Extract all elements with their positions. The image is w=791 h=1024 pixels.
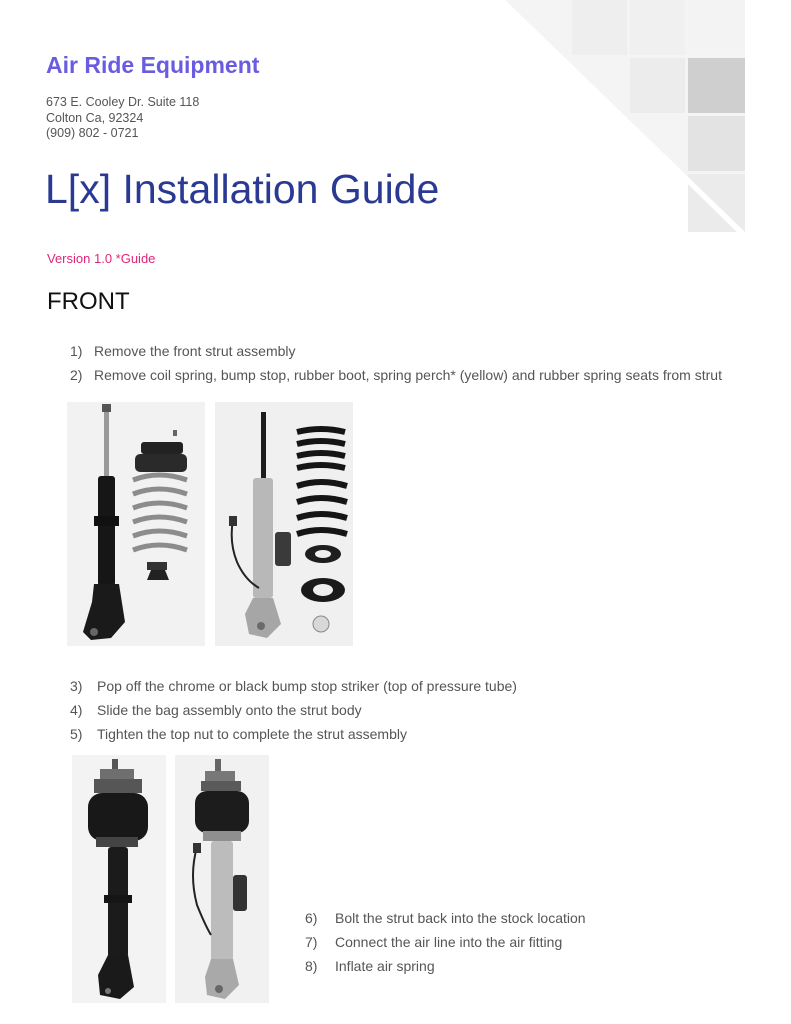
step-item: 8) Inflate air spring — [305, 958, 435, 974]
step-item: 7) Connect the air line into the air fitting — [305, 934, 563, 950]
step-item: 4) Slide the bag assembly onto the strut body — [70, 702, 362, 718]
step-item: 2) Remove coil spring, bump stop, rubber boot, spring perch* (yellow) and rubber spring seats from strut — [70, 367, 722, 383]
grey-strut-with-air-bag-photo — [175, 755, 269, 1003]
address-line2: Colton Ca, 92324 — [46, 110, 144, 125]
company-name: Air Ride Equipment — [46, 52, 260, 78]
address-line1: 673 E. Cooley Dr. Suite 118 — [46, 95, 200, 109]
black-strut-with-air-bag-photo — [72, 755, 166, 1003]
step-item: 1) Remove the front strut assembly — [70, 343, 296, 359]
phone-number: (909) 802 - 0721 — [46, 126, 139, 140]
version-label: Version 1.0 *Guide — [47, 251, 156, 266]
steps-list-3 — [305, 906, 586, 978]
step-item: 6) Bolt the strut back into the stock location — [305, 910, 586, 926]
grey-strut-and-coil-spring-photo — [215, 402, 353, 646]
step-item: 3) Pop off the chrome or black bump stop striker (top of pressure tube) — [70, 678, 517, 694]
document-title: L[x] Installation Guide — [45, 166, 440, 212]
step-item: 5) Tighten the top nut to complete the strut assembly — [70, 726, 407, 742]
steps-list-1 — [70, 339, 722, 387]
company-address — [46, 95, 199, 142]
section-title: FRONT — [47, 288, 130, 315]
steps-list-2 — [70, 674, 517, 746]
black-strut-and-coil-spring-photo — [67, 402, 205, 646]
